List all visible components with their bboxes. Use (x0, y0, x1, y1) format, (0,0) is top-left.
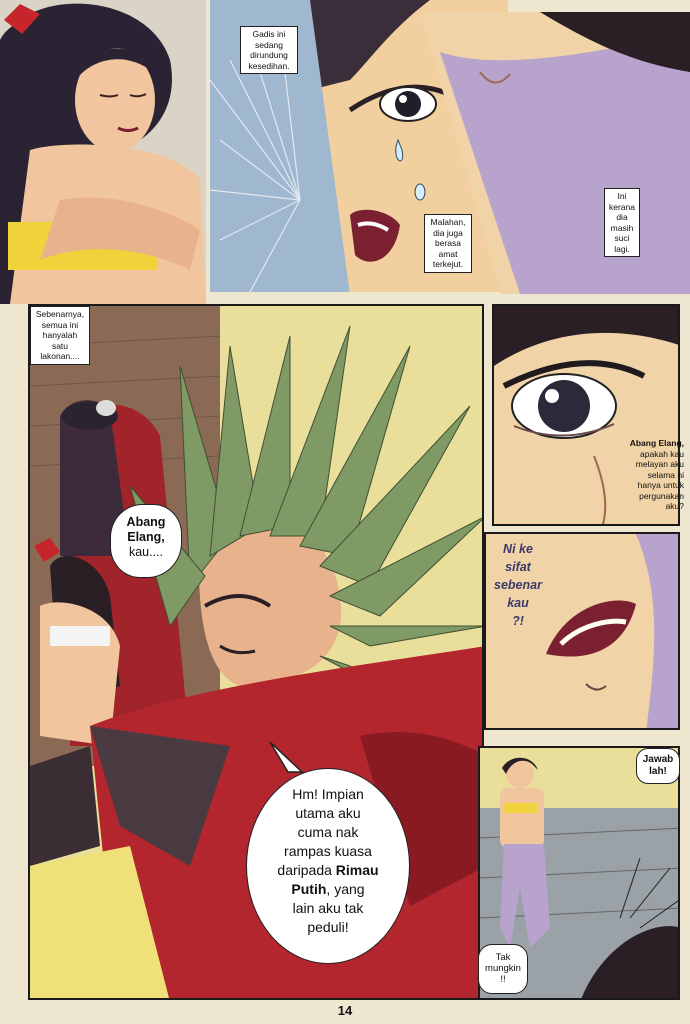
speech-line: peduli! (307, 919, 349, 935)
speech-line: aku? (665, 501, 684, 511)
speech-line: rampas kuasa (284, 843, 372, 859)
speech-line: hanya untuk (637, 480, 684, 490)
speech-line: apakah kau (640, 448, 684, 459)
shout-ni-ke-sifat (490, 540, 546, 630)
shout-line: sifat (505, 560, 531, 574)
caption-line: Sebenarnya, (35, 309, 85, 319)
caption-gadis-ini (240, 26, 298, 74)
shout-jawab-lah (636, 748, 680, 784)
shout-tak-mungkin (478, 944, 528, 994)
caption-line: hanyalah (42, 330, 78, 340)
shout-line: kau (507, 596, 529, 610)
caption-line: amat (438, 248, 458, 259)
speech-line: cuma nak (297, 824, 359, 840)
shout-line: Tak (495, 952, 511, 963)
caption-line: Ini (617, 191, 627, 201)
shout-line: Jawab (642, 754, 674, 765)
speech-line-with-bold (247, 880, 409, 899)
caption-malahan (424, 214, 472, 273)
caption-line: Gadis ini (252, 29, 286, 39)
speech-bold-name: Abang Elang, (629, 438, 684, 448)
shout-line: !! (500, 974, 506, 985)
speech-bold-name: Rimau (335, 862, 379, 878)
caption-line: kesedihan. (248, 60, 290, 71)
speech-line: pergunakan (639, 490, 684, 501)
caption-line: dia (616, 212, 628, 222)
speech-tail-hm (268, 740, 308, 774)
speech-line-with-bold (247, 861, 409, 880)
shout-line: mungkin (485, 963, 521, 974)
caption-line: semua ini (41, 319, 79, 330)
caption-line: lakonan.... (40, 351, 80, 361)
speech-line: melayan aku (635, 459, 684, 469)
shout-line: lah! (649, 766, 667, 777)
caption-ini-kerana (604, 188, 640, 257)
panel-girl-hugging (0, 0, 206, 304)
speech-bold-name: Abang Elang, (126, 515, 166, 544)
speech-hm-impian (246, 768, 410, 964)
caption-line: sedang (255, 39, 283, 50)
speech-line: selama ni (647, 469, 684, 480)
caption-line: dia juga (433, 227, 463, 238)
speech-bold-name: Putih (291, 881, 327, 897)
speech-line: lain aku tak (292, 900, 364, 916)
speech-abang-elang-question (598, 438, 684, 522)
speech-fragment: , yang (326, 881, 365, 897)
speech-line: kau.... (128, 545, 164, 559)
shout-line: Ni ke (503, 542, 533, 556)
caption-line: dirundung (250, 50, 288, 60)
caption-line: kerana (609, 201, 635, 212)
shout-line: ?! (512, 614, 524, 628)
caption-line: Malahan, (430, 217, 466, 227)
caption-line: berasa (435, 238, 461, 248)
speech-fragment: daripada (277, 862, 332, 878)
caption-line: suci (614, 233, 630, 243)
caption-line: terkejut. (432, 259, 464, 269)
shout-line: sebenar (494, 578, 542, 592)
girl-hugging-illustration (0, 0, 206, 304)
caption-line: lagi. (614, 243, 630, 254)
caption-sebenarnya (30, 306, 90, 365)
caption-line: satu (51, 340, 69, 351)
caption-line: masih (610, 222, 634, 233)
speech-abang-elang-kau (110, 504, 182, 578)
page-number: 14 (337, 1003, 353, 1018)
speech-line: utama aku (295, 805, 361, 821)
speech-line: Hm! Impian (292, 786, 364, 802)
